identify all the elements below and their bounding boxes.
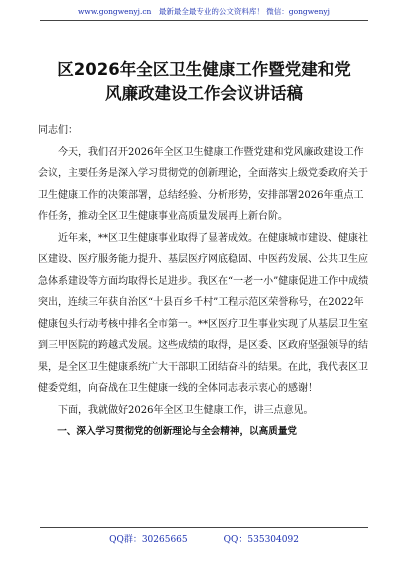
document-title <box>0 58 408 106</box>
title-line-2: 风廉政建设工作会议讲话稿 <box>105 84 303 103</box>
footer-divider <box>40 527 368 528</box>
page-header: www.gongwenyj.cn 最新最全最专业的公文资料库！ 微信：gongwenyj <box>78 7 330 16</box>
header-divider <box>40 20 368 21</box>
paragraph: 下面，我就做好2026年全区卫生健康工作，讲三点意见。 <box>58 404 314 416</box>
section-heading: 一、深入学习贯彻党的创新理论与全会精神，以高质量党 <box>57 426 298 437</box>
document-body <box>38 120 370 443</box>
page-footer: QQ群：30265665 QQ：535304092 <box>109 535 299 545</box>
paragraph: 今天，我们召开2026年全区卫生健康工作暨党建和党风廉政建设工作会议，主要任务是深入学习贯彻党的创新理论，全面落实上级党委政府关于卫生健康工作的决策部署，总结经验、分析形势，安排部署2026年重点工作任务，推动全区卫生健康事业高质量发展再上新台阶。 <box>38 146 368 222</box>
paragraph: 近年来，**区卫生健康事业取得了显著成效。在健康城市建设、健康社区建设、医疗服务能力提升、基层医疗网底稳固、中医药发展、公共卫生应急体系建设等方面均取得长足进步。我区在“一老一小”健康促进工作中成绩突出，连续三年获自治区“十县百乡千村”工程示范区荣誉称号，在2022年健康包头行动考核中排名全市第一。**区医疗卫生事业实现了从基层卫生室到三甲医院的跨越式发展。这些成绩的取得，是区委、区政府坚强领导的结果，是全区卫生健康系统广大干部职工团结奋斗的结果。在此，我代表区卫健委党组，向奋战在卫生健康一线的全体同志表示衷心的感谢！ <box>38 232 369 394</box>
salutation: 同志们： <box>38 125 78 136</box>
title-line-1: 区2026年全区卫生健康工作暨党建和党 <box>57 60 351 79</box>
